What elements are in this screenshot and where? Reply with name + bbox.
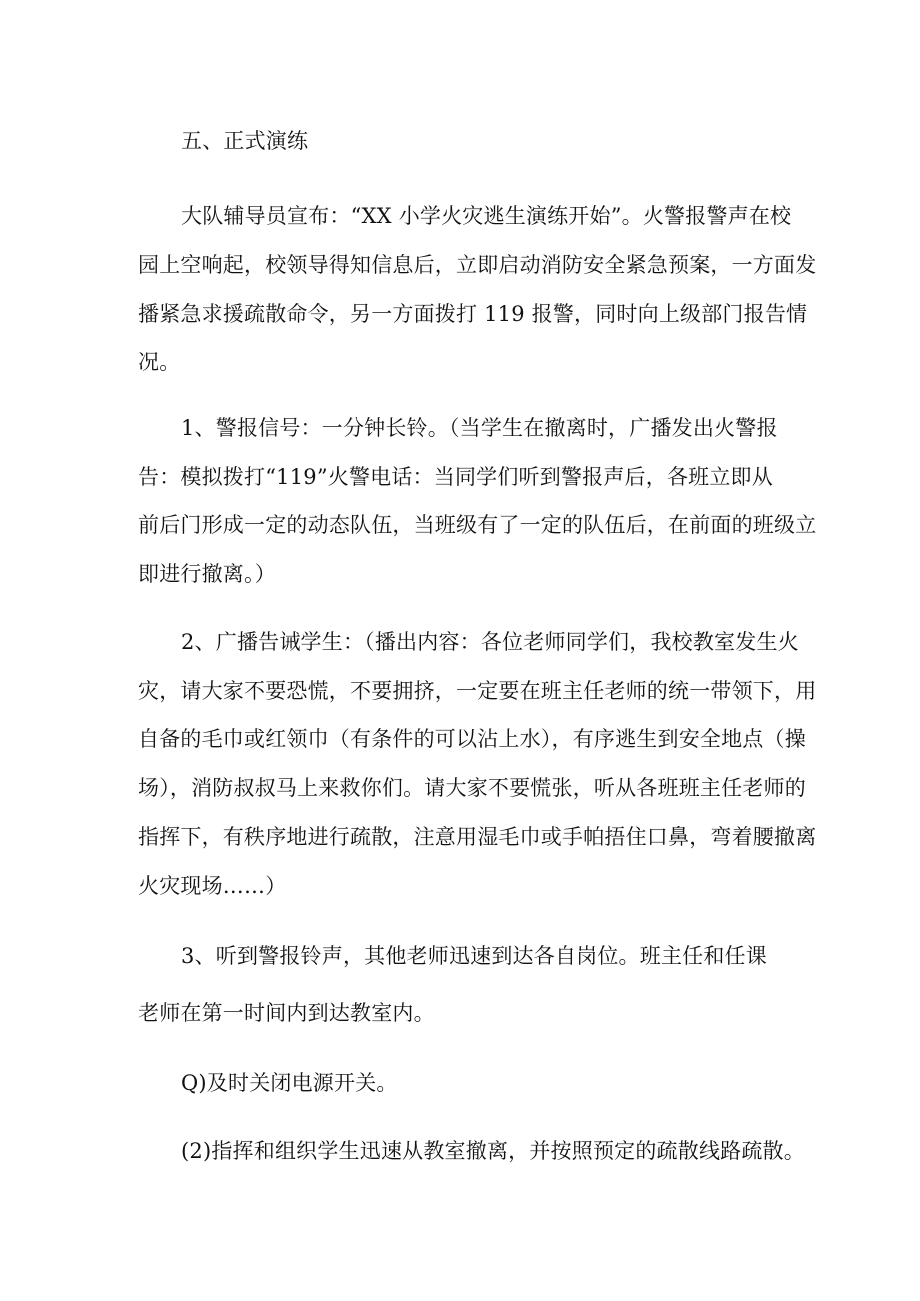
list-item-power-off: Q)及时关闭电源开关。 <box>181 1071 398 1095</box>
paragraph-line: 火灾现场……） <box>138 874 287 898</box>
paragraph-line: 场），消防叔叔马上来救你们。请大家不要慌张，听从各班班主任老师的 <box>138 776 806 800</box>
list-item-evacuate: (2)指挥和组织学生迅速从教室撤离，并按照预定的疏散线路疏散。 <box>181 1139 805 1163</box>
paragraph-line: 大队辅导员宣布：“XX 小学火灾逃生演练开始”。火警报警声在校 <box>181 204 792 228</box>
paragraph-line: 前后门形成一定的动态队伍，当班级有了一定的队伍后，在前面的班级立 <box>138 513 817 537</box>
section-heading: 五、正式演练 <box>181 129 309 153</box>
paragraph-line: 指挥下，有秩序地进行疏散，注意用湿毛巾或手帕捂住口鼻，弯着腰撤离 <box>138 825 817 849</box>
paragraph-line: 2、广播告诫学生：（播出内容：各位老师同学们，我校教室发生火 <box>181 630 799 654</box>
paragraph-line: 自备的毛巾或红领巾（有条件的可以沾上水），有序逃生到安全地点（操 <box>138 727 806 751</box>
paragraph-line: 灾，请大家不要恐慌，不要拥挤，一定要在班主任老师的统一带领下，用 <box>138 679 817 703</box>
paragraph-line: 3、听到警报铃声，其他老师迅速到达各自岗位。班主任和任课 <box>181 944 767 968</box>
paragraph-line: 即进行撤离。） <box>138 562 276 586</box>
paragraph-line: 况。 <box>138 350 181 374</box>
paragraph-line: 园上空响起，校领导得知信息后，立即启动消防安全紧急预案，一方面发 <box>138 253 817 277</box>
paragraph-line: 老师在第一时间内到达教室内。 <box>138 1001 435 1025</box>
paragraph-line: 播紧急求援疏散命令，另一方面拨打 119 报警，同时向上级部门报告情 <box>138 302 808 326</box>
paragraph-line: 1、警报信号：一分钟长铃。（当学生在撤离时，广播发出火警报 <box>181 416 778 440</box>
paragraph-line: 告：模拟拨打“119”火警电话：当同学们听到警报声后，各班立即从 <box>138 465 773 489</box>
